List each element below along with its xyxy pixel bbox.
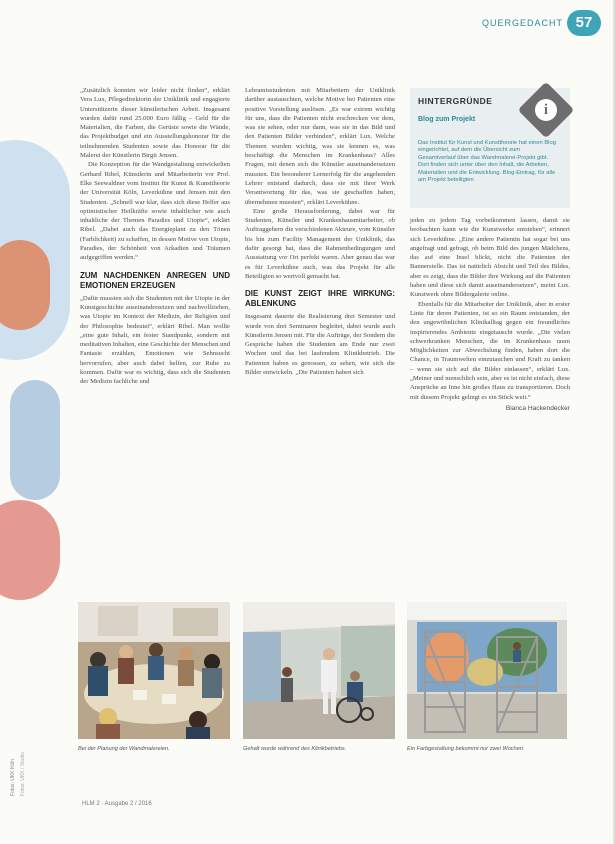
paragraph: Insgesamt dauerte die Realisierung drei Semester und wurde von drei Seminaren begleitet, dabei wurde auch Künstlerin Jensen mit. Für die Aufträge, der Sondern die Gespräche haben die Studenten am Ende nur zwei Wochen und das bei laufendem Klinikbetrieb. Die Patienten haben es genossen, zu sehen, wie sich die Bilder entwickeln. „Die Patienten haben sich xyxy=(245,313,395,377)
photo-caption: Bei der Planung der Wandmalereien. xyxy=(78,746,170,752)
photo-caption: Ein Farbgestaltung bekommt nur zwei Wochen. xyxy=(407,746,525,752)
article-column-3 xyxy=(410,216,570,586)
paragraph: Eine große Herausforderung, dabei war für Studenten, Künstler und Krankenhausmitarbeiter, ob Auftraggebern die verschiedenen Akteure, vom Künstler bis hin zum Facility Management der Uniklinik, das dafür gesorgt hat, dass die Rahmenbedingungen und Ausstattung vor Ort perfekt waren. Aber genau das war es für Leverkühne auch, was das Projekt für alle Beteiligten so wertvoll gemacht hat. xyxy=(245,207,395,280)
photo-credit: Fotos: UKK / Studio xyxy=(20,752,26,796)
page-number-badge: 57 xyxy=(567,10,601,36)
decorative-mural-strip xyxy=(0,80,70,600)
author-byline: Bianca Hackendecker xyxy=(505,404,570,412)
photo-caption: Gehalt wurde während des Klinikbetriebs. xyxy=(243,746,347,752)
info-icon: i xyxy=(535,99,557,121)
paragraph: jeden zu jedem Tag vorbeikommen lassen, damit sie beobachten kann wie die Kunstwerke entstehen“, erinnert sich Leverkühne. „Eine andere Patientin hat sogar bei uns angefragt und gefragt, ob beim Bild des jungen Mädchens, das auf eine Insel blickt, nicht die Patienten der Bannerstelle. Das ist natürlich Absicht und Teil des Bildes, aber es zeigt, dass die Bilder ihre Wirkung auf die Patienten haben und diese sich damit auseinandersetzen“, meint Lux. Kunstwerk ohne Bildergalerie online. xyxy=(410,217,570,299)
paragraph: „Zusätzlich konnten wir leider nicht finden“, erklärt Vera Lux, Pflegedirektorin der Uniklinik und engagierte Unterstützerin dieser künstlerischen Arbeit. Insgesamt wurden dafür rund 25.000 Euro fällig – Geld für die Materialien, die Farben, die Gerüste sowie die Wände, das Projektbudget und ein Ausstellungshonorar für die teilnehmenden Studenten sowie das Honorar für die Malerei der Künstlerin Birgit Jensen. xyxy=(80,87,230,160)
paragraph: Lehramtsstudenten mit Mitarbeitern der Uniklinik darüber austauschten, welche Motive bei Patienten eine positive Vorstellung auslösen. „Es war extrem wichtig für uns, dass die Patienten nicht erschrecken vor dem, was sie sehen, oder nur dann, was sie in das Bild und den Patienten Bilder verbinden“, erklärt Lux. Welche Themen wurden wichtig, was sie kennen es, was beschäftigt die Menschen im Krankenhaus? Alles Fragen, mit denen sich die Künstler auseinandersetzen mussten. Ein besonderer Lernerfolg für die angehenden Lehrer entstand dadurch, dass sie mit ihrer Werk Verantwortung für das, was sie geschaffen haben, übernehmen mussten“, erklärt Leverkühne. xyxy=(245,87,395,206)
section-heading: DIE KUNST ZEIGT IHRE WIRKUNG: ABLENKUNG xyxy=(245,289,395,309)
info-box-subtitle: Blog zum Projekt xyxy=(418,116,476,123)
info-box-title: HINTERGRÜNDE xyxy=(418,96,493,106)
photo-planning-meeting xyxy=(78,602,230,739)
section-kicker: QUERGEDACHT xyxy=(481,18,563,28)
article-column-1 xyxy=(80,86,230,566)
photo-scaffolding-mural xyxy=(407,602,567,739)
paragraph: „Dafür mussten sich die Studenten mit der Utopie in der Kunstgeschichte auseinandersetzen und nachvollziehen, was Utopie im Kontext der Medizin, der Religion und der Philosophie bedeutet“, erklärt Ribel. Man wollte „eine gute Inhalt, ein fester Standpunkt, sondern mit meditativen Inhalten, eine Geschichte der Menschen und Fantasie erzählen, Emotionen wie Sehnsucht hervorrufen, aber auch dabei helfen, zur Ruhe zu kommen. Dafür war es wichtig, dass sich die Studenten der Medizin fachliche und xyxy=(80,294,230,386)
section-heading: ZUM NACHDENKEN ANREGEN UND EMOTIONEN ERZEUGEN xyxy=(80,270,230,290)
paragraph: Die Konzeption für die Wandgestaltung entwickelten Gerhard Ribel, Künstlerin und Mitarbeiterin vor Prof. Elke Seewaldner vom Institut für Kunst & Kunsttheorie der Universität Köln, Leverkühne und Jensen mit den Studenten. „Schnell war klar, dass sich diese Helfer aus optimistischer Heilkräfte sowie inhaltlicher wie auch inhaltliche der Themen Paradies und Utopie“, erklärt Ribel. „Dabei auch das Energieplant zu den Tönen (Farblichkeit) zu schaffen, in dessen Motive von Utopie, Paradies, der Schönheit von Arkadien und Träumen aufgegriffen werden.“ xyxy=(80,161,230,262)
paragraph: Ebenfalls für die Mitarbeiter der Uniklinik, aber in erster Linie für deren Patienten, ist so ein Raum entstanden, der den ungewöhnlichen Klinikalltag gegen ein freundliches inspirierendes Ambiente eingetauscht wurde. „Die vielen schwerkranken Menschen, die im Krankenhaus raum Möglichkeiten zur Abwechslung finden, haben dort die Chance, in Traumwelten einzutauchen und Kraft zu tanken – wenn sie sich auf die Bilder einlassen“, erklärt Lux. „Meiner und menschlich sein, aber es ist nicht einfach, diese Ansprüche an Inne hin großes Haus zu transportieren. Doch mit diesem Projekt gelingt es ein Stück weit.“ xyxy=(410,300,570,401)
page-footer: HLM 2 · Ausgabe 2 / 2016 xyxy=(82,801,152,807)
info-box-text: Das Institut für Kunst und Kunsttheorie hat einen Blog eingerichtet, auf dem die Übersicht zum Gesamtverlauf über das Wandmalerei-Projekt gibt. Dort finden sich unter über den Inhalt, die Arbeiten, Materialien und die Entwicklung. Blog-Eintrag, für alle am Projekt beteiligten xyxy=(418,140,556,184)
photo-credit: Fotos: UKK Köln xyxy=(10,759,16,796)
background-info-box xyxy=(410,88,570,208)
article-column-2 xyxy=(245,86,395,566)
photo-corridor-wheelchair xyxy=(243,602,395,739)
